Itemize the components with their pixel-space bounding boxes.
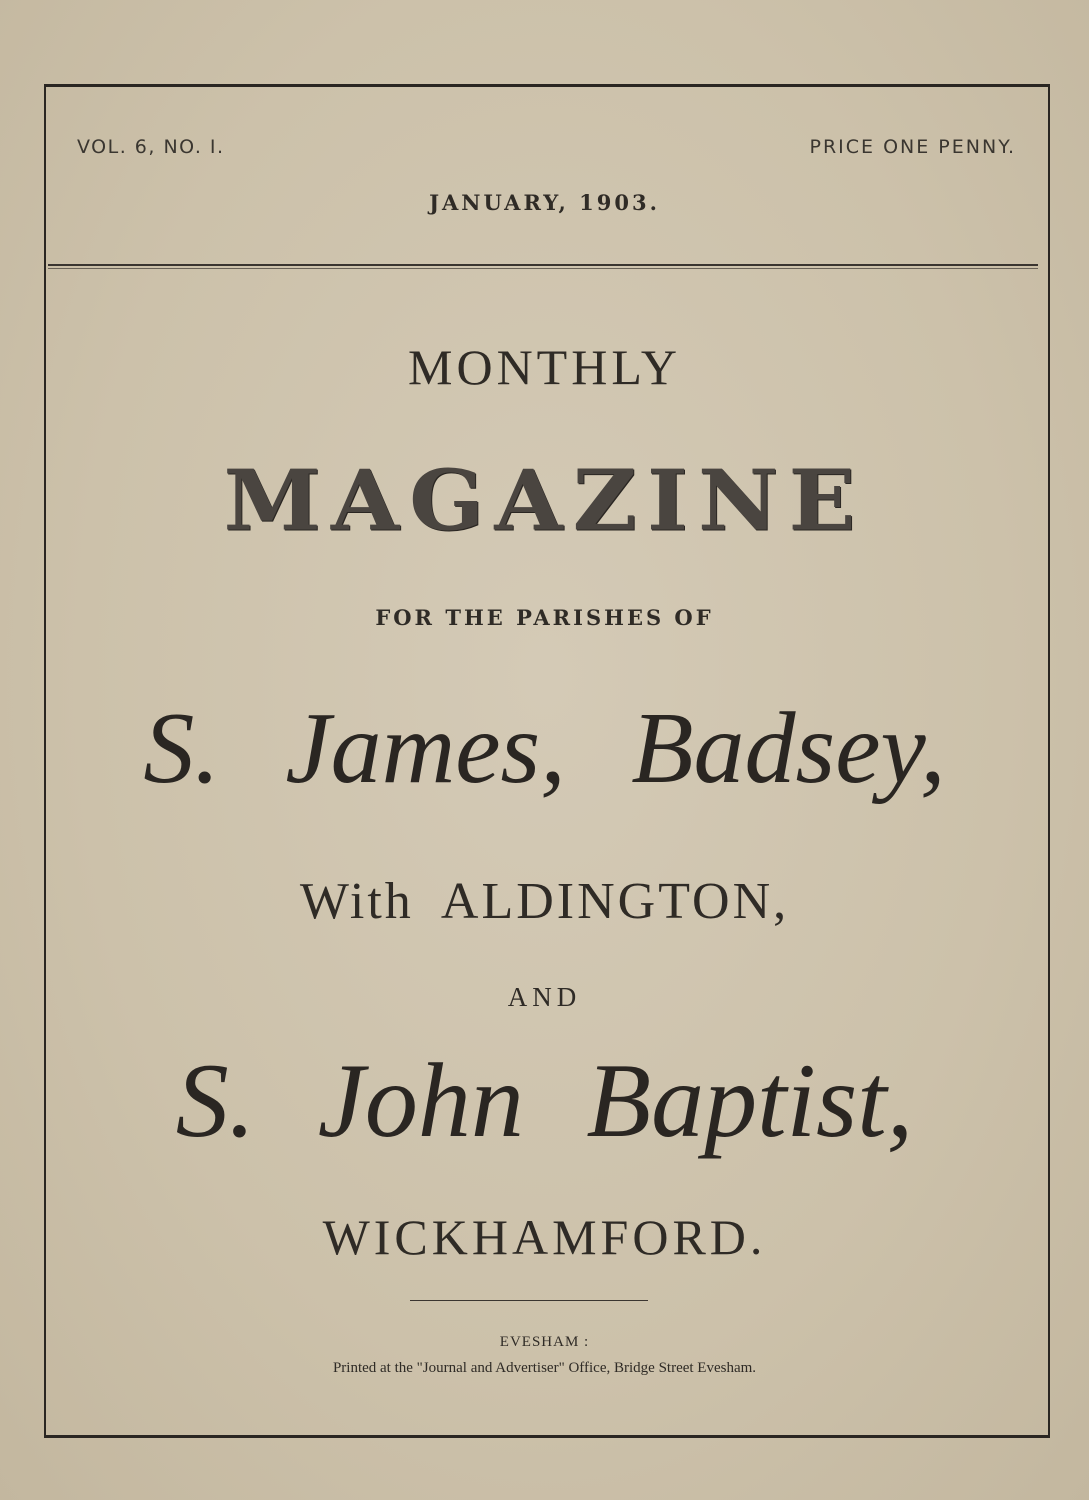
price-label: PRICE ONE PENNY.: [809, 136, 1016, 158]
header-divider-rule: [48, 264, 1038, 266]
parish-s-james-badsey: S. James, Badsey,: [143, 692, 946, 805]
parish-s-john-baptist: S. John Baptist,: [175, 1042, 914, 1159]
conjunction-and: AND: [507, 982, 582, 1012]
parish-with-aldington: With ALDINGTON,: [299, 873, 790, 930]
parish-wickhamford: WICKHAMFORD.: [322, 1209, 767, 1265]
title-magazine: MAGAZINE: [223, 450, 866, 550]
title-monthly: MONTHLY: [408, 339, 681, 395]
imprint-place: EVESHAM :: [499, 1334, 590, 1350]
volume-number: VOL. 6, NO. I.: [77, 136, 225, 158]
imprint-printer: Printed at the "Journal and Advertiser" Office, Bridge Street Evesham.: [332, 1360, 757, 1376]
issue-date: JANUARY, 1903.: [429, 190, 660, 215]
subtitle-for-the-parishes: FOR THE PARISHES OF: [375, 605, 714, 630]
imprint-divider-rule: [410, 1300, 648, 1301]
header-divider-rule-thin: [48, 268, 1038, 269]
